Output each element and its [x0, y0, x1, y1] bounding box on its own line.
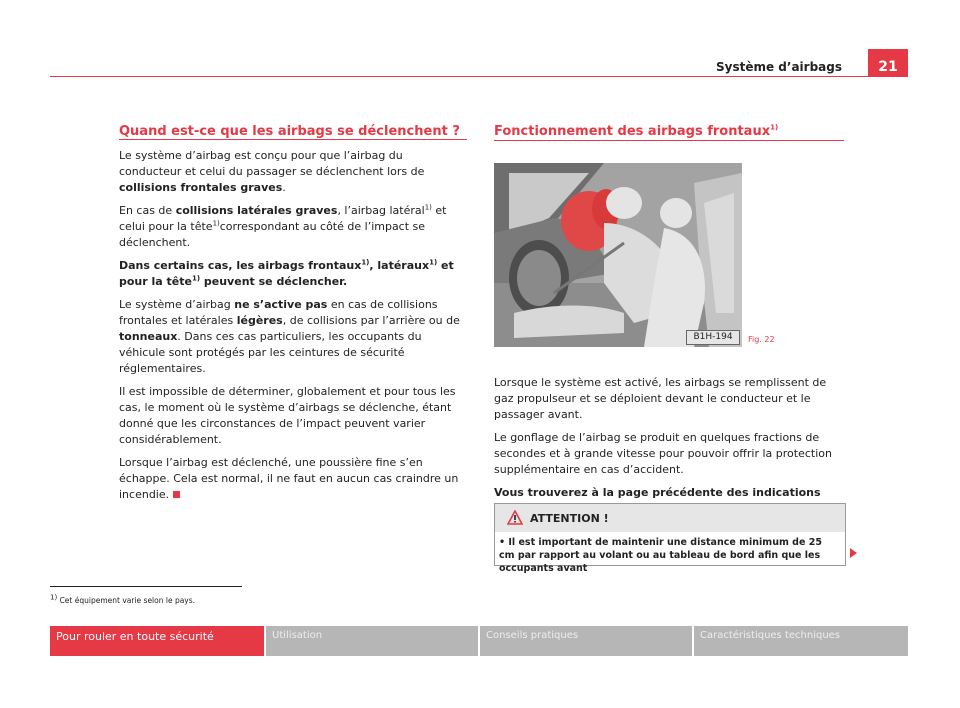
- section-title-deployment: Quand est-ce que les airbags se déclenchent ?: [119, 124, 460, 139]
- continue-arrow-icon: [850, 548, 857, 558]
- paragraph: Dans certains cas, les airbags frontaux$^{1)}$, latéraux$^{1)}$ et pour la tête$^{1)}$ peuvent se déclencher.: [119, 258, 454, 288]
- nav-tab-technical-specs[interactable]: Caractéristiques techniques: [694, 626, 908, 656]
- left-column-text: [119, 148, 467, 510]
- footnote: $^{1)}$ Cet équipement varie selon le pays.: [50, 593, 196, 605]
- warning-box: [494, 503, 846, 574]
- end-of-section-marker: [173, 491, 180, 498]
- section-title-frontal-airbags: Fonctionnement des airbags frontaux$^{1)}$: [494, 123, 779, 139]
- paragraph: Le système d’airbag ne s’active pas en cas de collisions frontales et latérales légères, de collisions par l’arrière ou de tonneaux. Dans ces cas particuliers, les occupants du véhicule sont protégés par les ceintures de sécurité réglementaires.: [119, 298, 460, 375]
- nav-tab-practical-tips[interactable]: Conseils pratiques: [480, 626, 692, 656]
- airbag-illustration: [494, 163, 742, 347]
- nav-tab-usage[interactable]: Utilisation: [266, 626, 478, 656]
- header-rule: [50, 76, 908, 77]
- paragraph: Le système d’airbag est conçu pour que l’airbag du conducteur et celui du passager se déclenchent lors de collisions frontales graves.: [119, 149, 425, 194]
- footnote-rule: [50, 586, 242, 587]
- warning-header: [495, 504, 845, 532]
- nav-tab-safety[interactable]: Pour rouler en toute sécurité: [50, 626, 264, 656]
- paragraph: Le gonflage de l’airbag se produit en quelques fractions de secondes et à grande vitesse pour pouvoir offrir la protection supplémentaire en cas d’accident.: [494, 431, 832, 476]
- paragraph: En cas de collisions latérales graves, l’airbag latéral$^{1)}$ et celui pour la tête$^{1)}$correspondant au côté de l’impact se déclenchent.: [119, 203, 447, 249]
- page-number: 21: [868, 49, 908, 77]
- warning-text: • Il est important de maintenir une distance minimum de 25 cm par rapport au volant ou au tableau de bord afin que les occupants avant: [499, 537, 822, 574]
- airbag-illustration-svg: [494, 163, 742, 347]
- paragraph: Il est impossible de déterminer, globalement et pour tous les cas, le moment où le système d’airbags se déclenche, étant donné que les circonstances de l’impact peuvent varier considérablement.: [119, 385, 456, 446]
- paragraph: Vous trouverez à la page précédente des indications: [494, 486, 821, 499]
- figure-code: B1H-194: [686, 330, 740, 345]
- paragraph: Lorsque l’airbag est déclenché, une poussière fine s’en échappe. Cela est normal, il ne faut en aucun cas craindre un incendie.: [119, 456, 459, 501]
- warning-triangle-icon: [507, 510, 523, 525]
- warning-title: ATTENTION !: [530, 512, 609, 525]
- running-header-title: Système d’airbags: [716, 60, 842, 74]
- section-rule-right: [494, 140, 844, 141]
- paragraph: Lorsque le système est activé, les airbags se remplissent de gaz propulseur et se déploient devant le conducteur et le passager avant.: [494, 376, 827, 421]
- section-rule-left: [119, 139, 467, 140]
- figure-label: Fig. 22: [748, 335, 775, 344]
